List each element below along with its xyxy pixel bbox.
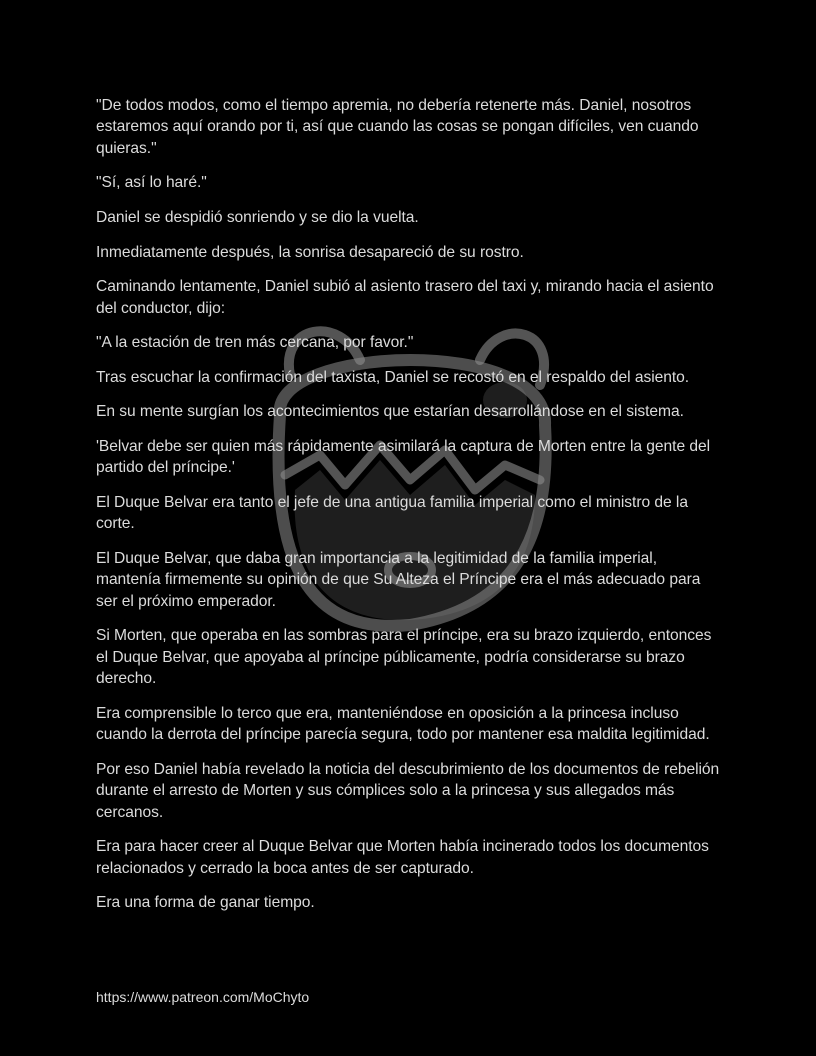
paragraph: "Sí, así lo haré.": [96, 174, 207, 192]
paragraph: Era para hacer creer al Duque Belvar que Morten había incinerado todos los documentos relacionados y cerrado la boca antes de ser capturado.: [96, 838, 709, 877]
paragraph: Inmediatamente después, la sonrisa desapareció de su rostro.: [96, 243, 524, 261]
paragraph: El Duque Belvar, que daba gran importancia a la legitimidad de la familia imperial, mantenía firmemente su opinión de que Su Alteza el Príncipe era el más adecuado para ser el próximo emperador.: [96, 549, 701, 610]
paragraph: En su mente surgían los acontecimientos que estarían desarrollándose en el sistema.: [96, 403, 684, 421]
paragraph: Por eso Daniel había revelado la noticia del descubrimiento de los documentos de rebelión durante el arresto de Morten y sus cómplices solo a la princesa y sus allegados más cercanos.: [96, 760, 720, 821]
paragraph: "De todos modos, como el tiempo apremia, no debería retenerte más. Daniel, nosotros estaremos aquí orando por ti, así que cuando las cosas se pongan difíciles, ven cuando quieras.": [96, 97, 699, 157]
paragraph: Era una forma de ganar tiempo.: [96, 894, 315, 912]
paragraph: Si Morten, que operaba en las sombras para el príncipe, era su brazo izquierdo, entonces el Duque Belvar, que apoyaba al príncipe públicamente, podría considerarse su brazo derecho.: [96, 627, 712, 688]
paragraph: 'Belvar debe ser quien más rápidamente asimilará la captura de Morten entre la gente del partido del príncipe.': [96, 437, 711, 477]
paragraph: Tras escuchar la confirmación del taxista, Daniel se recostó en el respaldo del asiento.: [96, 368, 690, 386]
paragraph: Daniel se despidió sonriendo y se dio la vuelta.: [96, 209, 419, 226]
paragraph: Caminando lentamente, Daniel subió al asiento trasero del taxi y, mirando hacia el asiento del conductor, dijo:: [96, 278, 714, 317]
paragraph: Era comprensible lo terco que era, manteniéndose en oposición a la princesa incluso cuando la derrota del príncipe parecía segura, todo por mantener esa maldita legitimidad.: [96, 704, 710, 744]
document-body: [96, 95, 724, 927]
paragraph: El Duque Belvar era tanto el jefe de una antigua familia imperial como el ministro de la corte.: [96, 493, 688, 533]
footer-link[interactable]: https://www.patreon.com/MoChyto: [96, 989, 310, 1005]
paragraph: "A la estación de tren más cercana, por favor.": [96, 334, 414, 352]
